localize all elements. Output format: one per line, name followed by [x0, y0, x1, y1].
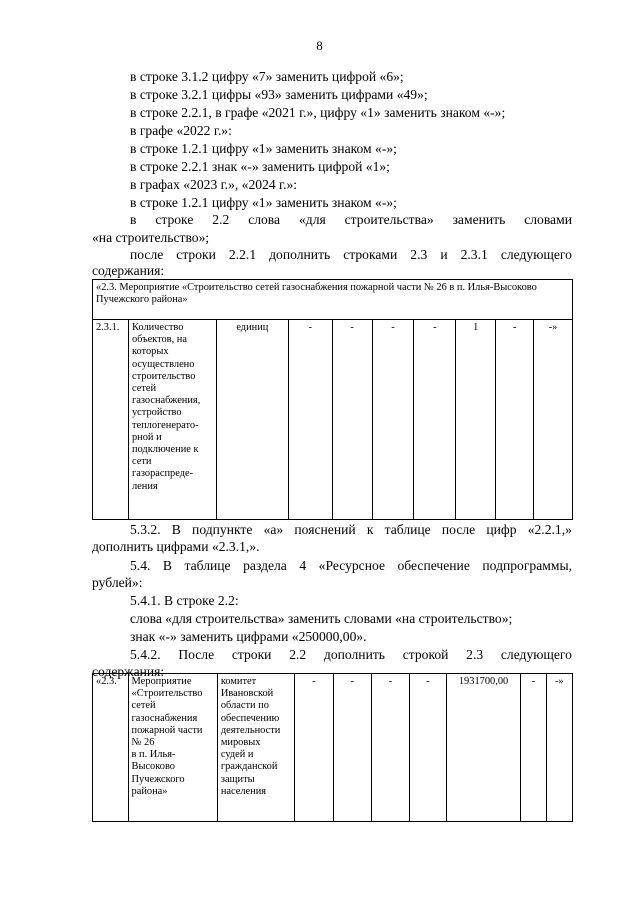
word: «для: [298, 212, 326, 227]
executor-cell: [217, 674, 294, 822]
word: 2.3: [466, 647, 484, 662]
word: «2.2.1,»: [527, 522, 572, 537]
word: 5.3.2.: [130, 522, 161, 537]
text-line: рублей»:: [92, 575, 143, 590]
cell-line: осуществлено: [131, 358, 195, 370]
amount-cell: 1931700,00: [446, 674, 521, 822]
row-number: «2.3.: [93, 674, 129, 822]
word: к: [366, 522, 374, 537]
value-cell: -»: [546, 674, 572, 822]
value-cell: -: [333, 674, 371, 822]
value-cell: -: [332, 320, 372, 520]
cell-line: теплогенерато-: [131, 419, 199, 431]
cell-line: объектов, на: [131, 334, 187, 346]
text-line: дополнить цифрами «2.3.1,».: [92, 539, 260, 554]
cell-line: населения: [220, 785, 267, 797]
text-line: в строке 1.2.1 цифру «1» заменить знаком «-»;: [130, 195, 397, 210]
word: таблице: [384, 522, 431, 537]
word: дополнить: [269, 247, 331, 262]
word: строкой: [402, 647, 449, 662]
text-line: в строке 1.2.1 цифру «1» заменить знаком «-»;: [130, 141, 397, 156]
value-cell: -: [295, 674, 333, 822]
cell-line: ления: [131, 480, 158, 492]
word: 2.3: [410, 247, 428, 262]
cell-line: защиты: [220, 773, 255, 785]
word: после: [441, 522, 476, 537]
cell-line: Высоково: [131, 761, 175, 773]
word: подпункте: [192, 522, 253, 537]
word: строки: [231, 647, 272, 662]
word: обеспечение: [397, 558, 470, 573]
justified-line: [130, 647, 572, 663]
text-line: слова «для строительства» заменить словами «на строительство»;: [130, 611, 513, 626]
word: в: [130, 212, 137, 227]
word: В: [171, 522, 181, 537]
cell-line: в п. Илья-: [131, 749, 176, 761]
value-cell: 1: [456, 320, 496, 520]
text-line: в строке 2.2.1, в графе «2021 г.», цифру «1» заменить знаком «-»;: [130, 105, 506, 120]
cell-line: мировых: [220, 737, 261, 749]
cell-line: устройство: [131, 407, 182, 419]
cell-line: Мероприятие: [131, 676, 192, 687]
word: цифр: [486, 522, 517, 537]
word: строками: [343, 247, 398, 262]
word: После: [178, 647, 215, 662]
value-cell: -: [410, 674, 446, 822]
value-cell: -: [496, 320, 534, 520]
word: 2.2: [289, 647, 307, 662]
text-line: в графе «2022 г.»:: [130, 123, 232, 138]
cell-line: рной и: [131, 431, 162, 443]
cell-line: района»: [131, 785, 168, 797]
justified-line: [130, 212, 572, 228]
value-cell: -: [372, 320, 414, 520]
value-cell: -: [414, 320, 456, 520]
word: и: [440, 247, 448, 262]
word: строки: [176, 247, 216, 262]
text-line: «на строительство»;: [92, 230, 210, 245]
word: раздела: [243, 558, 287, 573]
word: 4: [299, 558, 307, 573]
cell-line: обеспечению: [220, 712, 280, 724]
event-name: [128, 674, 217, 822]
cell-line: № 26: [131, 737, 155, 749]
word: строительства»: [344, 212, 434, 227]
word: 5.4.2.: [130, 647, 161, 662]
value-cell: -: [371, 674, 409, 822]
cell-line: Ивановской: [220, 688, 274, 700]
text-line: содержания:: [92, 263, 165, 278]
value-cell: -: [288, 320, 332, 520]
table-header-cell: «2.3. Мероприятие «Строительство сетей газоснабжения пожарной части № 26 в п. Илья-Высоково Пучежского района»: [93, 280, 573, 320]
cell-line: газораспреде-: [131, 468, 194, 480]
page-number: 8: [316, 38, 323, 53]
word: подпрограммы,: [482, 558, 572, 573]
cell-line: гражданской: [220, 761, 278, 773]
unit-cell: единиц: [216, 320, 288, 520]
row-number: 2.3.1.: [93, 320, 129, 520]
word: следующего: [500, 647, 572, 662]
word: 2.3.1: [460, 247, 488, 262]
word: словами: [524, 212, 572, 227]
justified-line: [130, 522, 572, 538]
word: «а»: [263, 522, 284, 537]
word: 5.4.: [130, 558, 151, 573]
cell-line: судей и: [220, 749, 254, 761]
word: строке: [155, 212, 194, 227]
cell-line: сетей: [131, 700, 156, 712]
table-insert-resources-2-3: [92, 673, 573, 822]
cell-line: Пучежского: [131, 773, 185, 785]
text-line: содержания:: [92, 664, 165, 679]
word: 2.2: [212, 212, 230, 227]
value-cell: -: [521, 674, 546, 822]
word: «Ресурсное: [318, 558, 385, 573]
indicator-name: [128, 320, 216, 520]
word: слова: [248, 212, 281, 227]
cell-line: газоснабжения: [131, 712, 198, 724]
text-line: в строке 3.2.1 цифры «93» заменить цифрами «49»;: [130, 87, 428, 102]
cell-line: подключение к: [131, 444, 199, 456]
cell-line: которых: [131, 346, 169, 358]
word: пояснений: [294, 522, 356, 537]
justified-line: [130, 247, 572, 263]
text-line: знак «-» заменить цифрами «250000,00».: [130, 629, 367, 644]
justified-line: [130, 558, 572, 574]
cell-line: Количество: [131, 322, 184, 333]
table-insert-2-3: [92, 279, 573, 520]
cell-line: «Строительство: [131, 688, 203, 700]
text-line: 5.4.1. В строке 2.2:: [130, 593, 239, 608]
cell-line: деятельности: [220, 724, 281, 736]
word: таблице: [184, 558, 231, 573]
value-cell: -»: [534, 320, 573, 520]
cell-line: сетей: [131, 383, 157, 395]
word: следующего: [500, 247, 572, 262]
cell-line: сети: [131, 456, 152, 468]
cell-line: газоснабжения,: [131, 395, 201, 407]
word: В: [162, 558, 172, 573]
word: заменить: [452, 212, 506, 227]
text-line: в строке 3.1.2 цифру «7» заменить цифрой «6»;: [130, 69, 404, 84]
cell-line: строительство: [131, 370, 196, 382]
text-line: в графах «2023 г.», «2024 г.»:: [130, 177, 298, 192]
word: дополнить: [323, 647, 385, 662]
word: 2.2.1: [228, 247, 257, 262]
text-line: в строке 2.2.1 знак «-» заменить цифрой «1»;: [130, 159, 390, 174]
cell-line: области по: [220, 700, 269, 712]
cell-line: пожарной части: [131, 724, 203, 736]
cell-line: комитет: [220, 676, 257, 687]
word: после: [130, 247, 164, 262]
